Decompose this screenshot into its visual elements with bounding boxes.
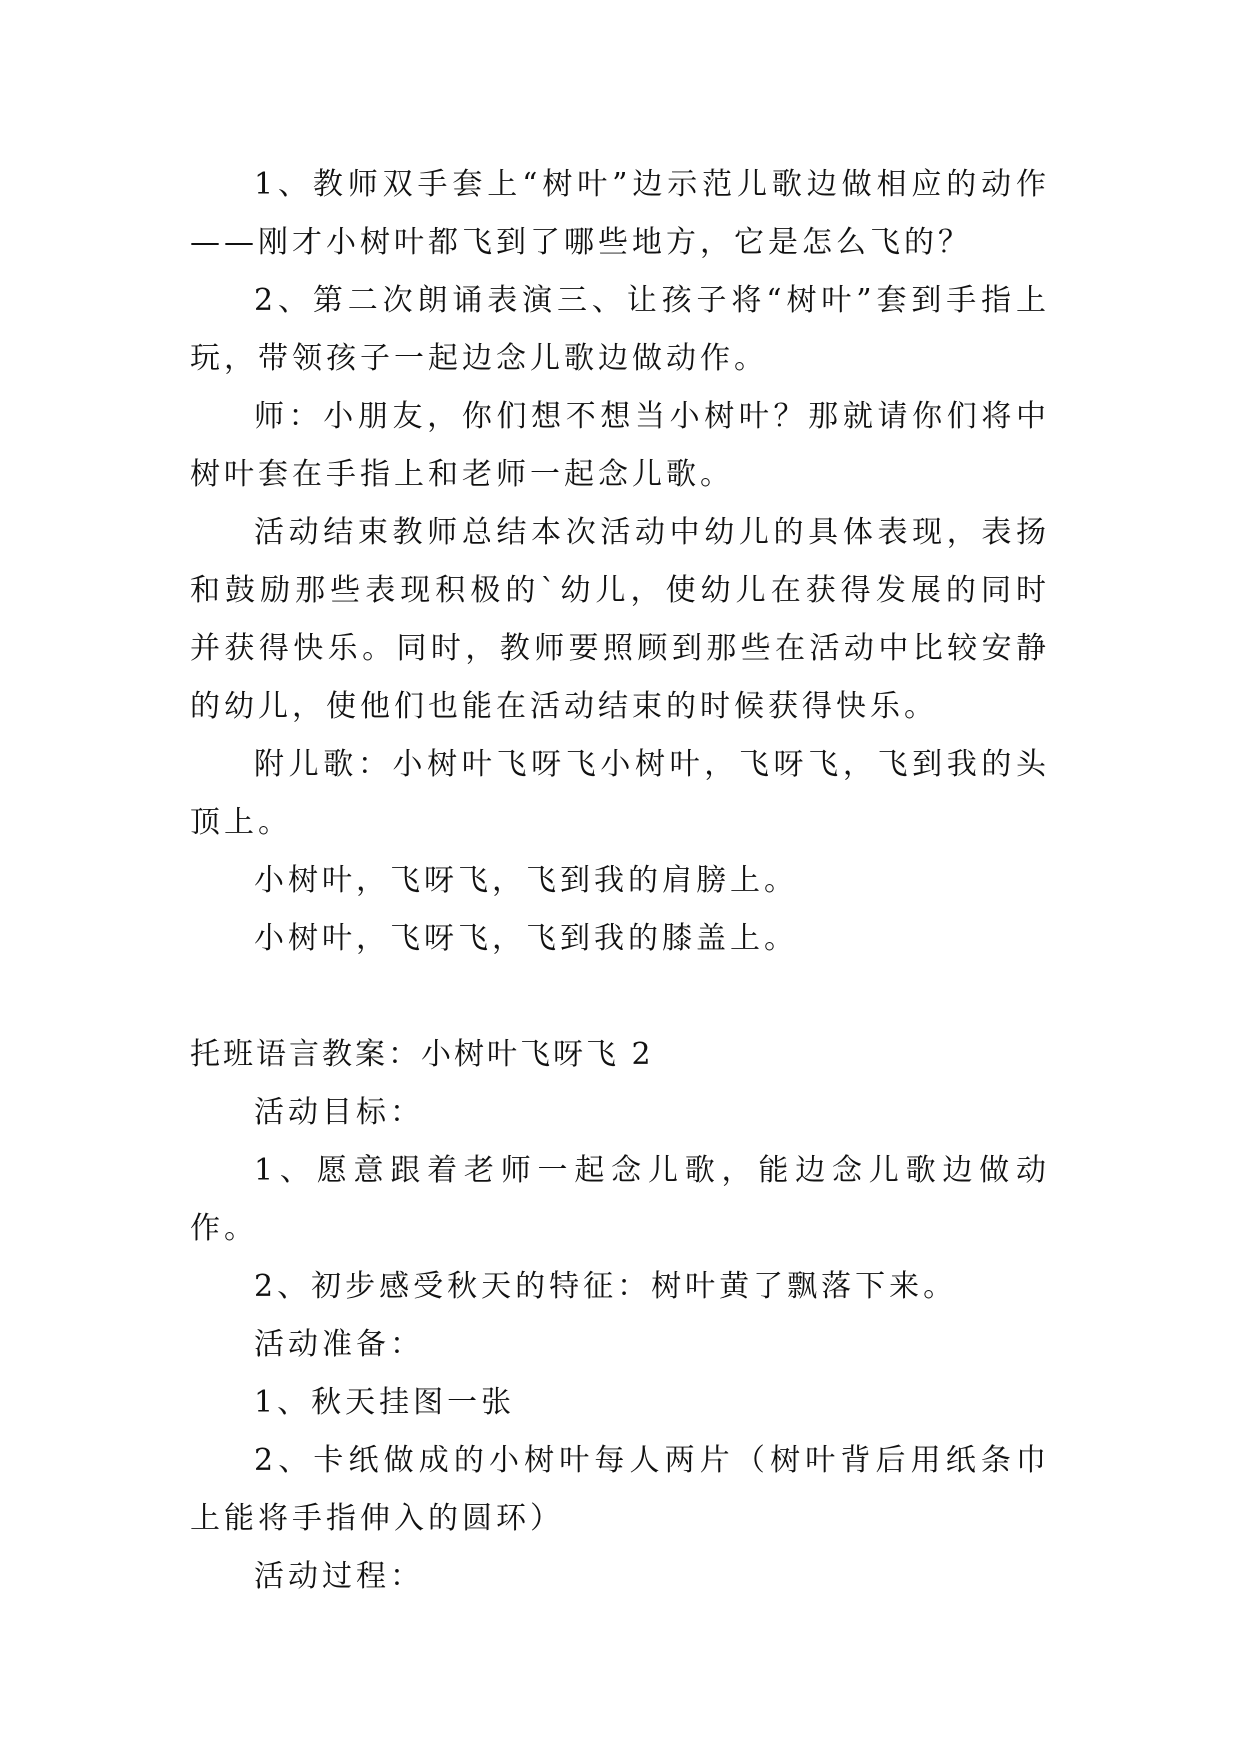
- paragraph-preparation-2: 2、卡纸做成的小树叶每人两片（树叶背后用纸条巾上能将手指伸入的圆环）: [190, 1443, 1050, 1536]
- paragraph-goal-2: 2、初步感受秋天的特征：树叶黄了飘落下来。: [254, 1269, 958, 1304]
- paragraph-nursery-rhyme: 附儿歌：小树叶飞呀飞小树叶，飞呀飞，飞到我的头顶上。: [190, 747, 1050, 840]
- paragraph-preparation-label: 活动准备：: [254, 1327, 424, 1362]
- paragraph-preparation-1: 1、秋天挂图一张: [254, 1385, 516, 1420]
- paragraph-rhyme-line-knee: 小树叶，飞呀飞，飞到我的膝盖上。: [254, 921, 798, 956]
- paragraph-teacher-demo: 1、教师双手套上“树叶”边示范儿歌边做相应的动作——刚才小树叶都飞到了哪些地方，它是怎么飞的？: [190, 167, 1050, 260]
- section-title: 托班语言教案：小树叶飞呀飞 2: [190, 1037, 654, 1072]
- paragraph-activity-summary: 活动结束教师总结本次活动中幼儿的具体表现，表扬和鼓励那些表现积极的`幼儿，使幼儿在获得发展的同时并获得快乐。同时，教师要照顾到那些在活动中比较安静的幼儿，使他们也能在活动结束的时候获得快乐。: [190, 515, 1050, 724]
- document-body: [190, 156, 1050, 1606]
- paragraph-process-label: 活动过程：: [254, 1559, 424, 1594]
- paragraph-activity-goals-label: 活动目标：: [254, 1095, 424, 1130]
- paragraph-second-recital: 2、第二次朗诵表演三、让孩子将“树叶”套到手指上玩，带领孩子一起边念儿歌边做动作。: [190, 283, 1050, 376]
- paragraph-rhyme-line-shoulder: 小树叶，飞呀飞，飞到我的肩膀上。: [254, 863, 798, 898]
- paragraph-goal-1: 1、愿意跟着老师一起念儿歌，能边念儿歌边做动作。: [190, 1153, 1050, 1246]
- paragraph-teacher-question: 师：小朋友，你们想不想当小树叶？那就请你们将中树叶套在手指上和老师一起念儿歌。: [190, 399, 1050, 492]
